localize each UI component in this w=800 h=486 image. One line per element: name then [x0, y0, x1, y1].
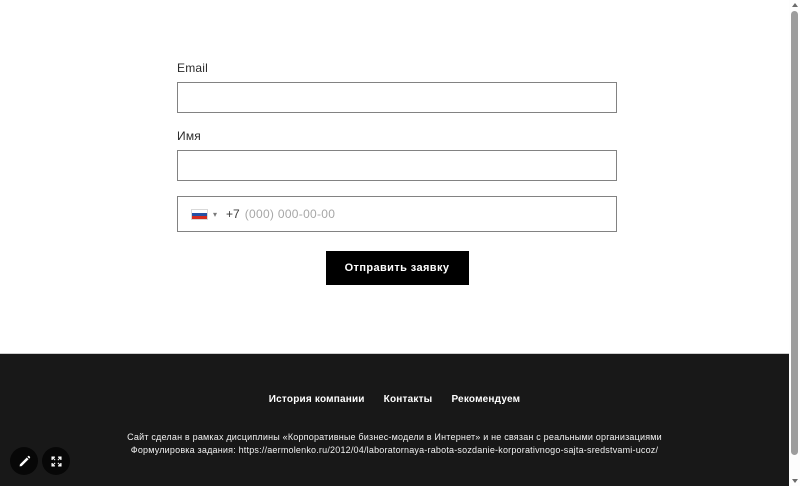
scrollbar-up-arrow[interactable] — [789, 0, 800, 10]
scrollbar-thumb[interactable] — [791, 11, 798, 455]
pencil-icon — [18, 455, 31, 468]
phone-dial-code: +7 — [226, 207, 240, 221]
footer-disclaimer-line2: Формулировка задания: https://aermolenko.ru/2012/04/laboratornaya-rabota-sozdanie-korporativnogo-sajta-sredstvami-ucoz/ — [130, 444, 659, 455]
footer-link-recommend[interactable]: Рекомендуем — [451, 394, 521, 405]
edit-button[interactable] — [10, 447, 38, 475]
russia-flag-icon[interactable] — [191, 209, 208, 220]
phone-field[interactable] — [177, 196, 617, 232]
footer-link-contacts[interactable]: Контакты — [383, 394, 433, 405]
name-field[interactable] — [177, 150, 617, 181]
submit-button[interactable]: Отправить заявку — [326, 251, 469, 285]
footer-disclaimer — [0, 431, 789, 456]
footer-link-company-history[interactable]: История компании — [268, 394, 365, 405]
chevron-down-icon[interactable]: ▾ — [213, 209, 218, 219]
fullscreen-button[interactable] — [42, 447, 70, 475]
footer-disclaimer-line1: Сайт сделан в рамках дисциплины «Корпоративные бизнес-модели в Интернет» и не связан с реальными организациями — [127, 432, 662, 442]
email-field[interactable] — [177, 82, 617, 113]
scrollbar-down-arrow[interactable] — [789, 476, 800, 486]
phone-placeholder: (000) 000-00-00 — [244, 207, 336, 221]
scrollbar — [789, 0, 800, 486]
footer-nav — [0, 394, 789, 405]
footer — [0, 353, 789, 486]
fullscreen-icon — [50, 455, 63, 468]
lead-form — [177, 62, 617, 285]
email-label: Email — [177, 61, 209, 75]
name-label: Имя — [177, 129, 201, 143]
